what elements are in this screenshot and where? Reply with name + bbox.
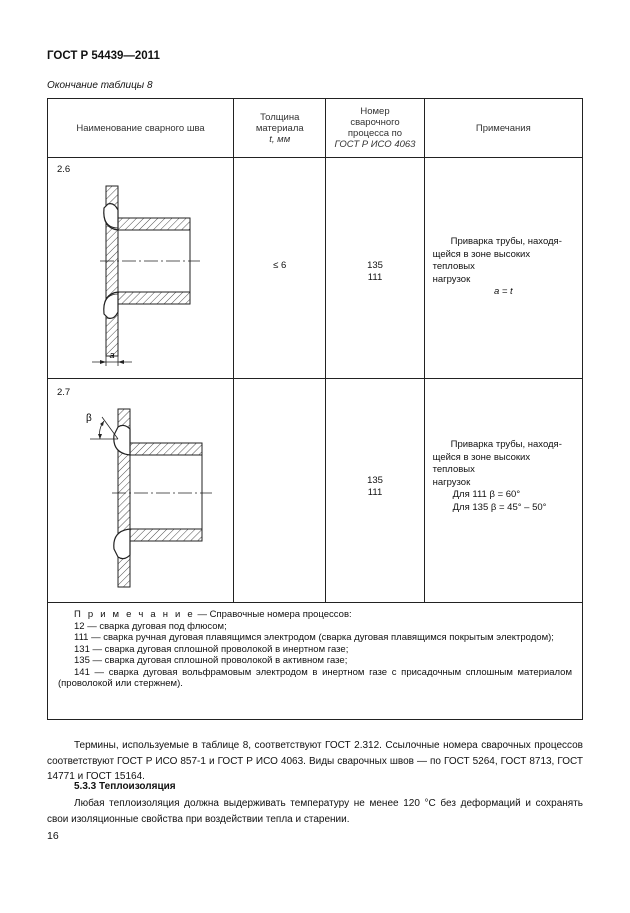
weld-diagram-2-7: [48, 379, 235, 602]
standard-number: ГОСТ Р 54439—2011: [47, 50, 160, 62]
table-header-row: [48, 99, 583, 158]
dimension-label: a: [109, 350, 115, 360]
page-number: 16: [47, 830, 59, 842]
col-thickness-header: Толщина материала t, мм: [234, 99, 326, 158]
process-number: 135: [367, 260, 383, 271]
paragraph-insulation: Любая теплоизоляция должна выдерживать температуру не менее 120 °С без деформаций и сохранять свои изоляционные свойства при воздействии тепла и старении.: [47, 798, 583, 825]
table-caption: Окончание таблицы 8: [47, 80, 153, 91]
col-process-header: Номер сварочного процесса по ГОСТ Р ИСО 4063: [326, 99, 424, 158]
col-notes-header: Примечания: [424, 99, 582, 158]
weld-table: [47, 98, 583, 720]
notes-cell-2-7: [424, 379, 582, 603]
weld-cell-2-7: [48, 379, 234, 603]
thickness-cell-2-7: [234, 379, 326, 603]
process-cell-2-6: [326, 158, 424, 379]
process-number: 135: [367, 475, 383, 486]
row-number: 2.7: [57, 387, 71, 398]
thickness-value: ≤ 6: [273, 260, 287, 271]
row-note: Приварка трубы, находя- щейся в зоне высоких тепловых нагрузок Для 111 β = 60° Для 135 β = 45° – 50°: [432, 439, 562, 513]
paragraph-terms: Термины, используемые в таблице 8, соответствуют ГОСТ 2.312. Ссылочные номера сварочных процессов соответствуют ГОСТ Р ИСО 857-1 и ГОСТ Р ИСО 4063. Виды сварочных швов — по ГОСТ 5264, ГОСТ 8713, ГОСТ 14771 и ГОСТ 15164.: [47, 740, 583, 782]
process-number: 111: [367, 272, 383, 283]
table-notes-row: [48, 603, 583, 720]
weld-cell-2-6: [48, 158, 234, 379]
weld-diagram-2-6: [48, 158, 235, 378]
row-note: Приварка трубы, находя- щейся в зоне высоких тепловых нагрузок a = t: [432, 236, 562, 297]
row-number: 2.6: [57, 164, 71, 175]
bevel-angle-label: β: [86, 413, 92, 424]
notes-cell-2-6: [424, 158, 582, 379]
table-notes: П р и м е ч а н и е — Справочные номера процессов: 12 — сварка дуговая под флюсом; 111 — сварка ручная дуговая плавящимся электродом (сварка дуговая плавящимся покрытым электродом); 131 — сварка дуговая сплошной проволокой в инертном газе; 135 — сварка дуговая сплошной проволокой в активном газе; 141 — сварка дуговая вольфрамовым электродом в инертном газе с присадочным сплошным материалом (проволокой или стержнем).: [48, 603, 583, 720]
table-row: [48, 158, 583, 379]
section-heading: 5.3.3 Теплоизоляция: [74, 781, 176, 792]
thickness-cell-2-6: [234, 158, 326, 379]
process-cell-2-7: [326, 379, 424, 603]
table-row: [48, 379, 583, 603]
process-number: 111: [367, 487, 383, 498]
col-weld-name-header: Наименование сварного шва: [48, 99, 234, 158]
